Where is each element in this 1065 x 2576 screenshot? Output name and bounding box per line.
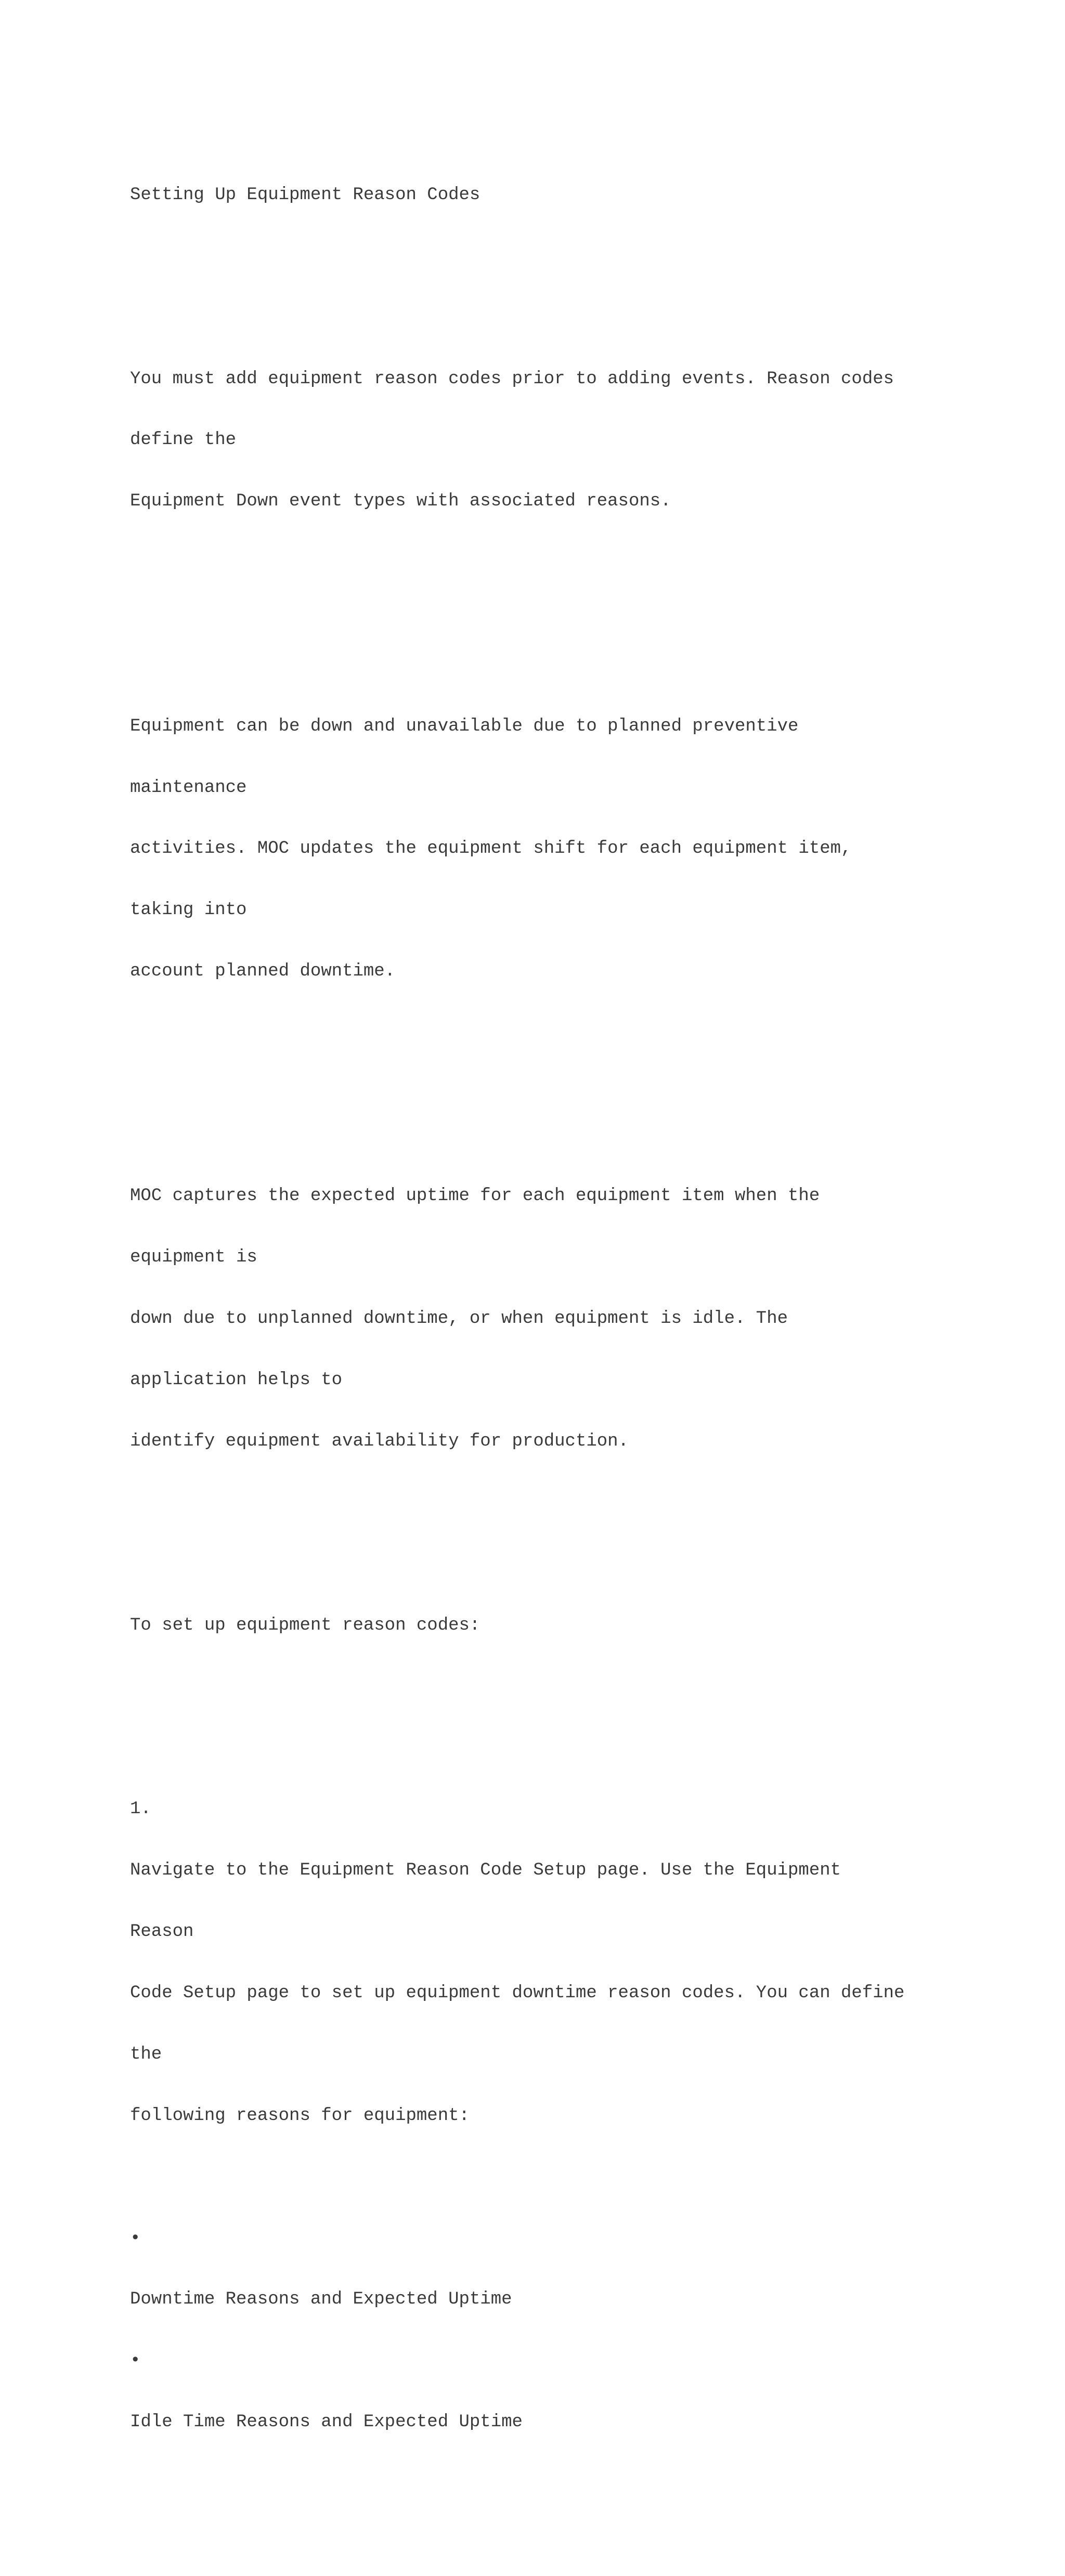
document-body [130, 124, 1014, 2576]
bullet-icon: • [130, 2351, 141, 2371]
blank-line [130, 1677, 1014, 1697]
paragraph-line: Equipment can be down and unavailable due to planned preventive [130, 716, 799, 736]
blank-line [130, 1064, 1014, 1084]
list-item-downtime-reasons: Downtime Reasons and Expected Uptime [130, 2289, 512, 2310]
step-number: 1. [130, 1799, 151, 1819]
paragraph-line: application helps to [130, 1370, 343, 1390]
procedure-intro: To set up equipment reason codes: [130, 1615, 480, 1635]
document-title: Setting Up Equipment Reason Codes [130, 185, 480, 205]
paragraph-line: down due to unplanned downtime, or when equipment is idle. The [130, 1309, 788, 1329]
paragraph-line: taking into [130, 900, 247, 920]
paragraph-intro-reason-codes [130, 328, 1014, 553]
blank-line [130, 246, 1014, 267]
bullet-icon: • [130, 2228, 141, 2248]
blank-line [130, 594, 1014, 614]
step-line: Navigate to the Equipment Reason Code Setup page. Use the Equipment [130, 1861, 841, 1881]
list-item-idle-time-reasons: Idle Time Reasons and Expected Uptime [130, 2412, 523, 2432]
paragraph-planned-downtime [130, 675, 1014, 1023]
step-line: Reason [130, 1922, 194, 1942]
paragraph-line: Equipment Down event types with associated reasons. [130, 491, 671, 512]
reason-list [130, 2188, 1014, 2474]
paragraph-line: maintenance [130, 777, 247, 798]
paragraph-line: account planned downtime. [130, 961, 396, 982]
step-line: Code Setup page to set up equipment downtime reason codes. You can define [130, 1983, 905, 2003]
paragraph-line: equipment is [130, 1247, 257, 1268]
paragraph-line: identify equipment availability for production. [130, 1432, 629, 1451]
step-line: following reasons for equipment: [130, 2105, 470, 2126]
paragraph-line: MOC captures the expected uptime for each equipment item when the [130, 1186, 820, 1206]
step-line: the [130, 2044, 162, 2064]
blank-line [130, 1533, 1014, 1554]
paragraph-expected-uptime [130, 1146, 1014, 1493]
paragraph-line: You must add equipment reason codes prior to adding events. Reason codes [130, 369, 894, 389]
procedure-step-1 [130, 1759, 1014, 2515]
paragraph-line: define the [130, 430, 237, 450]
paragraph-line: activities. MOC updates the equipment shift for each equipment item, [130, 839, 852, 859]
